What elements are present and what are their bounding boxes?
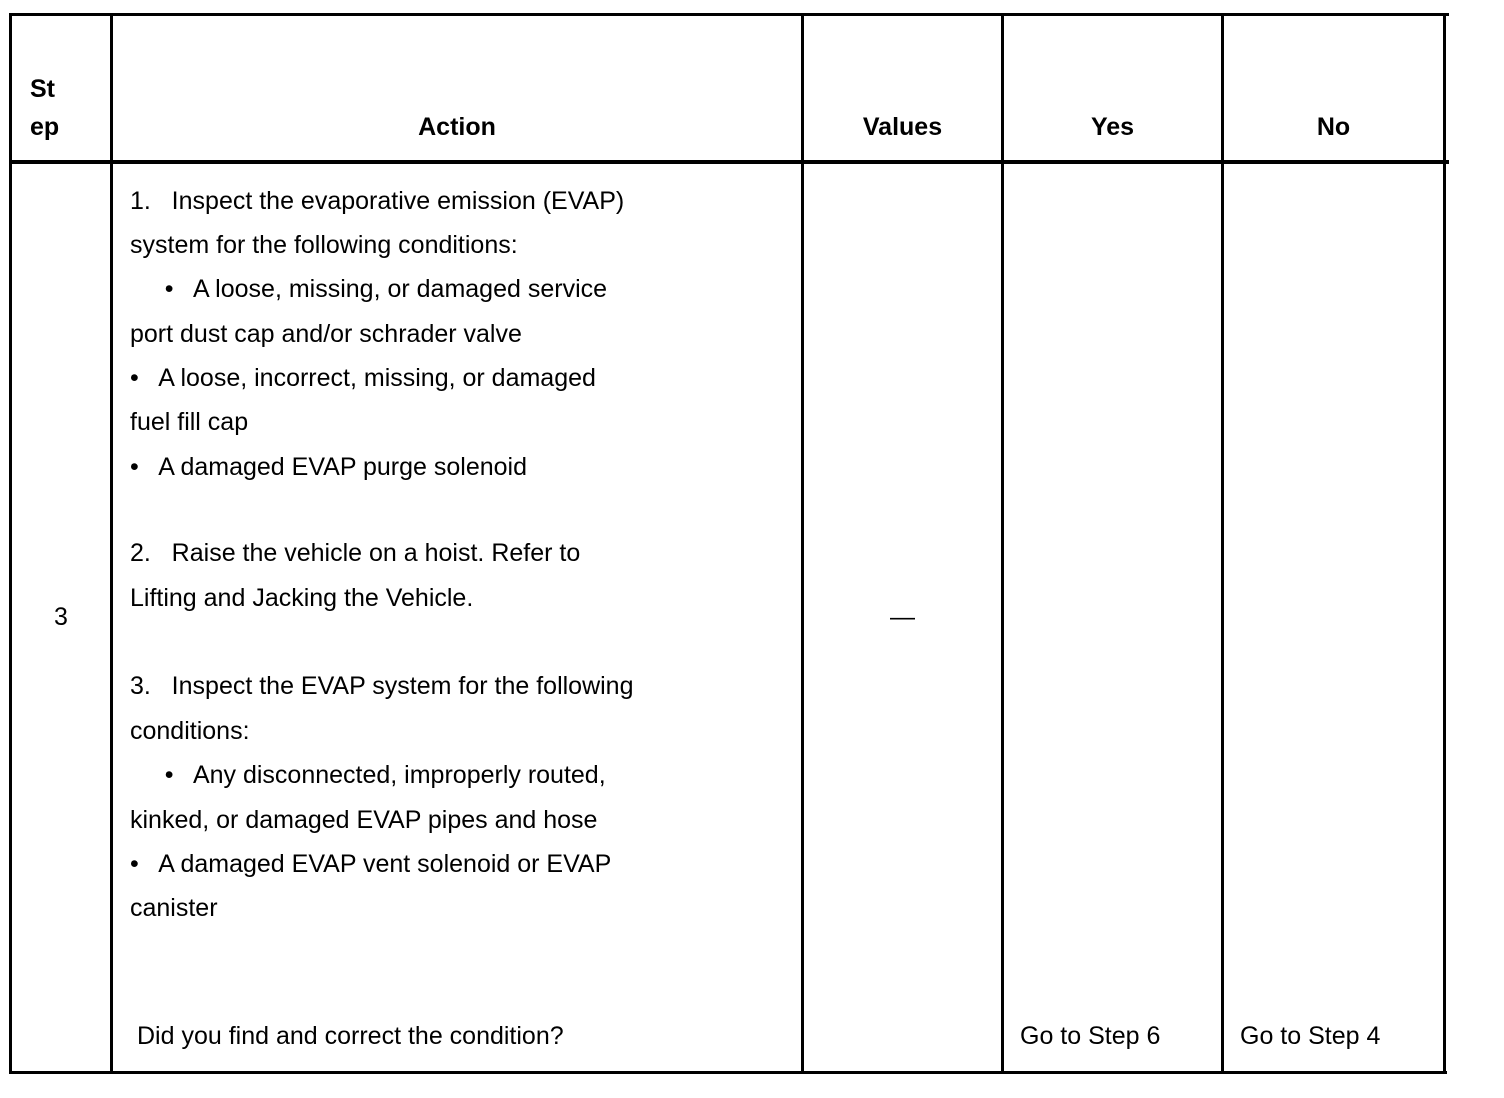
col-divider-yes-no	[1221, 13, 1224, 1074]
header-step	[30, 70, 100, 146]
yes-cell: Go to Step 6	[1020, 1022, 1161, 1050]
action-line: system for the following conditions:	[130, 231, 518, 259]
table-right-border	[1443, 13, 1446, 1074]
header-step-line2: ep	[30, 113, 60, 141]
action-line: • Any disconnected, improperly routed,	[130, 761, 606, 789]
action-line: • A damaged EVAP purge solenoid	[130, 453, 527, 481]
action-line: 2. Raise the vehicle on a hoist. Refer to	[130, 539, 581, 567]
header-step-line1: St	[30, 75, 55, 103]
table-bottom-border	[9, 1071, 1447, 1074]
action-line: 3. Inspect the EVAP system for the following	[130, 672, 634, 700]
action-line: Lifting and Jacking the Vehicle.	[130, 584, 474, 612]
header-yes: Yes	[1090, 113, 1135, 141]
header-action: Action	[418, 113, 496, 141]
step-number: 3	[54, 603, 68, 631]
no-cell: Go to Step 4	[1240, 1022, 1381, 1050]
action-line: • A loose, incorrect, missing, or damaged	[130, 364, 596, 392]
action-question: Did you find and correct the condition?	[137, 1022, 564, 1050]
header-bottom-border	[9, 160, 1449, 164]
action-line: • A damaged EVAP vent solenoid or EVAP	[130, 850, 612, 878]
header-values: Values	[862, 113, 943, 141]
action-line: kinked, or damaged EVAP pipes and hose	[130, 806, 598, 834]
col-divider-step-action	[110, 13, 113, 1074]
action-line: fuel fill cap	[130, 408, 249, 436]
values-cell: —	[890, 603, 915, 631]
action-line: canister	[130, 894, 218, 922]
action-line: conditions:	[130, 717, 250, 745]
table-left-border	[9, 13, 12, 1074]
col-divider-values-yes	[1001, 13, 1004, 1074]
col-divider-action-values	[801, 13, 804, 1074]
action-line: • A loose, missing, or damaged service	[130, 275, 608, 303]
action-line: port dust cap and/or schrader valve	[130, 320, 522, 348]
header-no: No	[1316, 113, 1351, 141]
table-top-border	[9, 13, 1449, 16]
action-line: 1. Inspect the evaporative emission (EVAP)	[130, 187, 625, 215]
